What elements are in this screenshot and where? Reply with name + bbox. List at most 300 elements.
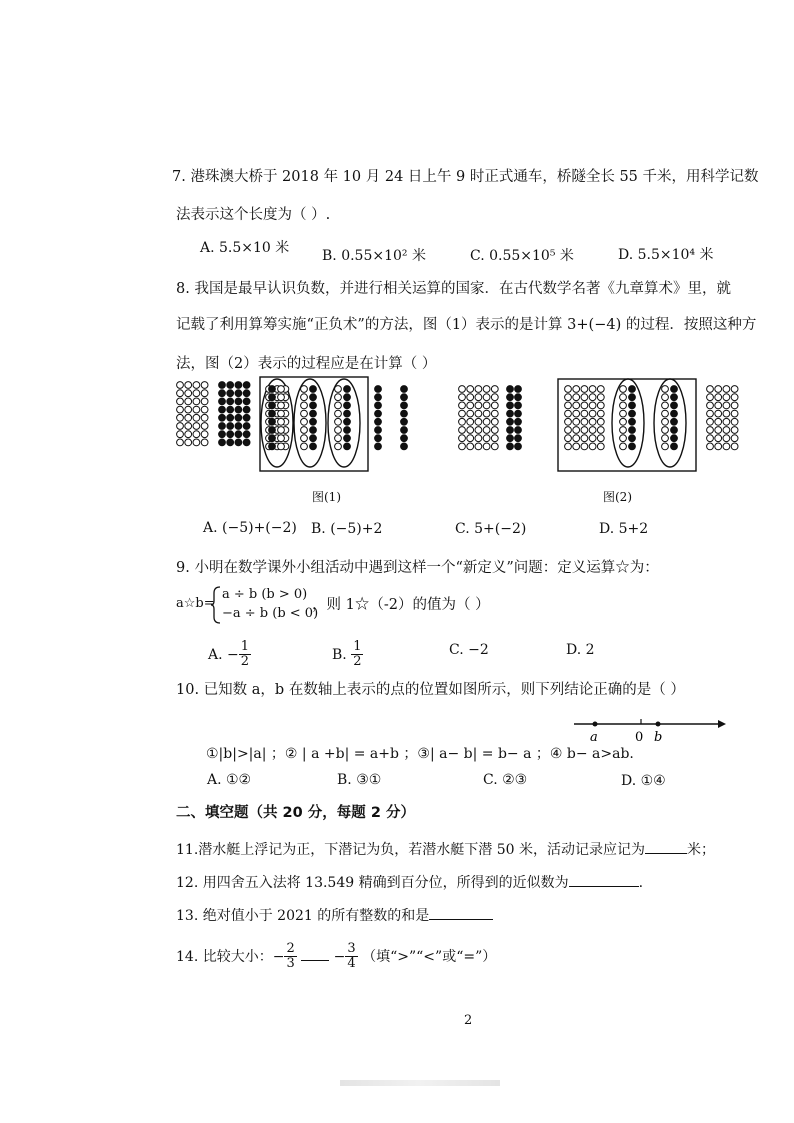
rod-black xyxy=(219,382,226,389)
rod-white xyxy=(201,398,208,405)
rod-white xyxy=(707,402,714,409)
rod-black xyxy=(629,410,636,417)
rod-white xyxy=(483,435,490,442)
rod-black xyxy=(227,390,234,397)
axis-label-a: a xyxy=(590,730,598,744)
rod-black xyxy=(629,427,636,434)
q9-b-num: 1 xyxy=(353,639,362,654)
rod-black xyxy=(515,394,522,401)
rod-white xyxy=(278,427,285,434)
rod-white xyxy=(193,390,200,397)
rod-white xyxy=(467,394,474,401)
rod-black xyxy=(310,386,317,393)
q9-def-lhs: a☆b= xyxy=(176,596,215,611)
q13-text: 13. 绝对值小于 2021 的所有整数的和是 xyxy=(176,908,430,924)
rod-white xyxy=(335,386,342,393)
rod-white xyxy=(301,386,308,393)
rod-white xyxy=(597,386,604,393)
q10-option-c: C. ②③ xyxy=(483,772,528,788)
rod-white xyxy=(335,418,342,425)
rod-white xyxy=(715,386,722,393)
rod-white xyxy=(459,418,466,425)
fig2-label: 图(2) xyxy=(603,490,632,504)
rod-black xyxy=(243,439,250,446)
rod-black xyxy=(629,443,636,450)
rod-white xyxy=(581,410,588,417)
rod-black xyxy=(219,398,226,405)
rod-white xyxy=(193,414,200,421)
axis-label-0: 0 xyxy=(635,730,644,744)
rod-black xyxy=(401,402,408,409)
rod-white xyxy=(715,443,722,450)
rod-white xyxy=(565,394,572,401)
rod-black xyxy=(515,418,522,425)
rod-white xyxy=(177,406,184,413)
rod-white xyxy=(573,435,580,442)
rod-black xyxy=(227,439,234,446)
rod-white xyxy=(715,427,722,434)
q12-tail: . xyxy=(638,875,644,891)
rod-black xyxy=(227,398,234,405)
rod-white xyxy=(731,418,738,425)
q14-frac1 xyxy=(284,942,296,972)
rod-white xyxy=(723,410,730,417)
rod-black xyxy=(671,386,678,393)
rod-white xyxy=(193,382,200,389)
rod-white xyxy=(620,410,627,417)
q8-line3: 法，图（2）表示的过程应是在计算（ ） xyxy=(176,356,437,372)
rod-white xyxy=(723,386,730,393)
rod-white xyxy=(459,386,466,393)
rod-white xyxy=(301,443,308,450)
rod-black xyxy=(310,410,317,417)
rod-white xyxy=(177,431,184,438)
q12-blank xyxy=(569,886,639,887)
q11-text: 11.潜水艇上浮记为正，下潜记为负，若潜水艇下潜 50 米，活动记录应记为 xyxy=(176,842,645,858)
rod-black xyxy=(235,414,242,421)
rod-white xyxy=(459,402,466,409)
q9-option-a xyxy=(208,640,251,670)
rod-white xyxy=(573,443,580,450)
rod-white xyxy=(459,427,466,434)
rod-white xyxy=(475,435,482,442)
rod-black xyxy=(219,414,226,421)
rod-white xyxy=(335,402,342,409)
rod-black xyxy=(515,443,522,450)
rod-white xyxy=(177,398,184,405)
q9-a-num: 1 xyxy=(240,639,250,654)
rod-white xyxy=(193,423,200,430)
rod-black xyxy=(227,414,234,421)
rod-black xyxy=(243,382,250,389)
rod-white xyxy=(707,410,714,417)
rod-black xyxy=(401,435,408,442)
q8-option-d: D. 5+2 xyxy=(599,521,649,537)
rod-white xyxy=(467,427,474,434)
rod-black xyxy=(269,402,276,409)
rod-white xyxy=(185,431,192,438)
rod-black xyxy=(344,427,351,434)
rod-black xyxy=(235,390,242,397)
rod-white xyxy=(723,418,730,425)
rod-white xyxy=(185,382,192,389)
rod-white xyxy=(201,439,208,446)
rod-black xyxy=(507,394,514,401)
rod-white xyxy=(335,394,342,401)
rod-white xyxy=(278,443,285,450)
rod-black xyxy=(629,394,636,401)
rod-black xyxy=(269,386,276,393)
rod-black xyxy=(227,431,234,438)
q9-option-c: C. −2 xyxy=(449,642,489,658)
rod-white xyxy=(301,394,308,401)
rod-black xyxy=(344,418,351,425)
rod-white xyxy=(467,386,474,393)
rod-white xyxy=(565,443,572,450)
rod-white xyxy=(335,427,342,434)
q7-option-c: C. 0.55×10⁵ 米 xyxy=(470,248,574,264)
q9-tail: ，则 1☆（-2）的值为（ ） xyxy=(312,597,490,613)
q9-b-den: 2 xyxy=(353,654,362,670)
rod-white xyxy=(335,435,342,442)
rod-white xyxy=(475,427,482,434)
rod-white xyxy=(491,427,498,434)
q10-number-line xyxy=(568,712,728,744)
q12 xyxy=(176,876,643,890)
rod-white xyxy=(475,418,482,425)
rod-white xyxy=(185,390,192,397)
rod-white xyxy=(723,402,730,409)
rod-white xyxy=(573,386,580,393)
axis-label-b: b xyxy=(654,730,663,744)
q9-brace xyxy=(210,585,222,625)
rod-black xyxy=(507,443,514,450)
rod-white xyxy=(589,435,596,442)
rod-black xyxy=(629,402,636,409)
rod-white xyxy=(707,443,714,450)
rod-white xyxy=(459,410,466,417)
rod-white xyxy=(467,435,474,442)
rod-black xyxy=(401,410,408,417)
rod-black xyxy=(269,410,276,417)
rod-white xyxy=(597,402,604,409)
rod-white xyxy=(491,386,498,393)
rod-black xyxy=(401,386,408,393)
rod-white xyxy=(589,427,596,434)
rod-white xyxy=(597,410,604,417)
rod-black xyxy=(507,386,514,393)
rod-white xyxy=(573,394,580,401)
rod-white xyxy=(597,394,604,401)
rod-white xyxy=(620,386,627,393)
rod-black xyxy=(515,402,522,409)
rod-white xyxy=(483,410,490,417)
rod-white xyxy=(301,418,308,425)
rod-black xyxy=(269,418,276,425)
rod-white xyxy=(278,402,285,409)
rod-black xyxy=(227,382,234,389)
rod-white xyxy=(723,443,730,450)
rod-white xyxy=(201,423,208,430)
section2-title: 二、填空题（共 20 分，每题 2 分） xyxy=(176,805,415,821)
q14-frac2 xyxy=(345,942,357,972)
rod-white xyxy=(201,382,208,389)
q14-blank xyxy=(301,960,329,961)
rod-black xyxy=(375,418,382,425)
rod-white xyxy=(707,394,714,401)
rod-white xyxy=(731,402,738,409)
rod-black xyxy=(344,386,351,393)
q8-line2: 记载了利用算筹实施“正负术”的方法，图（1）表示的是计算 3+(−4) 的过程．按照这种方 xyxy=(176,317,757,333)
q11-blank xyxy=(645,853,687,854)
rod-white xyxy=(201,414,208,421)
rod-white xyxy=(565,402,572,409)
q10-statements: ①|b|>|a| ；② | a +b| = a+b ；③| a− b| = b− a ；④ b− a>ab. xyxy=(206,746,634,762)
q9-option-b-frac xyxy=(351,640,363,670)
q14-f1-den: 3 xyxy=(286,956,295,972)
fig2-oval xyxy=(612,379,644,467)
rod-black xyxy=(235,423,242,430)
rod-white xyxy=(467,410,474,417)
rod-white xyxy=(589,410,596,417)
rod-black xyxy=(344,402,351,409)
q14-f2-num: 3 xyxy=(347,941,356,956)
rod-white xyxy=(475,402,482,409)
rod-white xyxy=(620,427,627,434)
q8-option-c: C. 5+(−2) xyxy=(455,521,527,537)
rod-black xyxy=(375,402,382,409)
q7-option-a: A. 5.5×10 米 xyxy=(200,240,290,256)
rod-black xyxy=(375,394,382,401)
rod-white xyxy=(573,410,580,417)
rod-white xyxy=(467,443,474,450)
rod-white xyxy=(278,410,285,417)
q9-line1: 9. 小明在数学课外小组活动中遇到这样一个“新定义”问题：定义运算☆为： xyxy=(176,560,659,576)
scan-artifact xyxy=(340,1080,500,1086)
q14-mid: − xyxy=(333,948,346,965)
rod-white xyxy=(475,443,482,450)
rod-white xyxy=(177,439,184,446)
rod-white xyxy=(475,394,482,401)
rod-white xyxy=(597,418,604,425)
rod-white xyxy=(581,386,588,393)
rod-white xyxy=(467,418,474,425)
rod-white xyxy=(467,402,474,409)
rod-black xyxy=(243,431,250,438)
rod-white xyxy=(597,435,604,442)
q9-case1: a ÷ b (b > 0) xyxy=(222,587,308,602)
rod-white xyxy=(483,402,490,409)
rod-white xyxy=(565,418,572,425)
rod-black xyxy=(344,410,351,417)
rod-white xyxy=(185,439,192,446)
rod-white xyxy=(589,443,596,450)
rod-black xyxy=(269,394,276,401)
q7-line1: 7. 港珠澳大桥于 2018 年 10 月 24 日上午 9 时正式通车，桥隧全长 55 千米，用科学记数 xyxy=(172,169,759,185)
rod-white xyxy=(193,439,200,446)
rod-white xyxy=(483,427,490,434)
rod-white xyxy=(715,418,722,425)
rod-black xyxy=(243,414,250,421)
rod-white xyxy=(177,423,184,430)
q11 xyxy=(176,843,715,857)
rod-white xyxy=(731,410,738,417)
rod-white xyxy=(491,410,498,417)
q14-f1-num: 2 xyxy=(286,941,295,956)
rod-white xyxy=(620,402,627,409)
rod-black xyxy=(243,390,250,397)
rod-black xyxy=(671,402,678,409)
rod-black xyxy=(344,394,351,401)
rod-black xyxy=(671,394,678,401)
rod-black xyxy=(310,402,317,409)
rod-white xyxy=(459,394,466,401)
rod-white xyxy=(589,402,596,409)
rod-black xyxy=(671,435,678,442)
rod-white xyxy=(565,435,572,442)
rod-white xyxy=(715,410,722,417)
rod-white xyxy=(707,427,714,434)
rod-white xyxy=(301,435,308,442)
rod-white xyxy=(620,443,627,450)
rod-black xyxy=(310,443,317,450)
rod-white xyxy=(475,410,482,417)
rod-white xyxy=(491,418,498,425)
rod-white xyxy=(581,402,588,409)
q8-line1: 8. 我国是最早认识负数，并进行相关运算的国家．在古代数学名著《九章算术》里，就 xyxy=(176,281,731,297)
rod-white xyxy=(597,443,604,450)
rod-black xyxy=(401,443,408,450)
rod-black xyxy=(671,418,678,425)
rod-white xyxy=(491,394,498,401)
rod-black xyxy=(269,435,276,442)
rod-black xyxy=(507,427,514,434)
q7-option-b: B. 0.55×10² 米 xyxy=(322,248,426,264)
rod-white xyxy=(301,410,308,417)
rod-black xyxy=(629,418,636,425)
rod-white xyxy=(662,418,669,425)
rod-white xyxy=(177,382,184,389)
rod-black xyxy=(375,435,382,442)
rod-black xyxy=(375,427,382,434)
rod-black xyxy=(243,423,250,430)
rod-white xyxy=(491,443,498,450)
rod-white xyxy=(620,418,627,425)
page-number: 2 xyxy=(464,1013,473,1028)
rod-white xyxy=(662,435,669,442)
rod-black xyxy=(310,418,317,425)
q13-blank xyxy=(429,919,493,920)
rod-white xyxy=(723,435,730,442)
rod-black xyxy=(375,410,382,417)
rod-black xyxy=(401,427,408,434)
rod-black xyxy=(219,439,226,446)
rod-white xyxy=(662,410,669,417)
rod-white xyxy=(581,443,588,450)
rod-black xyxy=(235,406,242,413)
rod-white xyxy=(483,394,490,401)
rod-black xyxy=(235,431,242,438)
rod-white xyxy=(573,402,580,409)
q9-option-a-frac xyxy=(239,640,251,670)
q7-line2: 法表示这个长度为（ ）. xyxy=(176,207,331,223)
rod-white xyxy=(731,427,738,434)
rod-white xyxy=(723,394,730,401)
q14 xyxy=(176,942,496,972)
rod-white xyxy=(565,386,572,393)
q10-line1: 10. 已知数 a，b 在数轴上表示的点的位置如图所示，则下列结论正确的是（ ） xyxy=(176,682,685,698)
rod-white xyxy=(278,418,285,425)
q10-option-d: D. ①④ xyxy=(621,773,666,789)
rod-black xyxy=(235,439,242,446)
rod-black xyxy=(671,427,678,434)
rod-white xyxy=(483,443,490,450)
rod-white xyxy=(597,427,604,434)
rod-black xyxy=(310,435,317,442)
rod-white xyxy=(573,418,580,425)
q8-option-a: A. (−5)+(−2) xyxy=(203,520,297,536)
rod-white xyxy=(193,431,200,438)
rod-white xyxy=(620,435,627,442)
rod-black xyxy=(375,386,382,393)
rod-black xyxy=(235,382,242,389)
rod-black xyxy=(671,443,678,450)
q9-option-a-prefix: A. − xyxy=(208,646,239,663)
q8-option-b: B. (−5)+2 xyxy=(311,521,383,537)
rod-white xyxy=(301,427,308,434)
rod-white xyxy=(459,443,466,450)
rod-white xyxy=(177,414,184,421)
rod-black xyxy=(507,435,514,442)
rod-black xyxy=(629,435,636,442)
q14-f2-den: 4 xyxy=(347,956,356,972)
rod-white xyxy=(201,406,208,413)
rod-white xyxy=(185,406,192,413)
rod-white xyxy=(731,386,738,393)
rod-black xyxy=(243,406,250,413)
rod-white xyxy=(715,435,722,442)
rod-white xyxy=(662,386,669,393)
q11-tail: 米； xyxy=(686,842,715,858)
rod-white xyxy=(589,386,596,393)
rod-white xyxy=(193,398,200,405)
rod-white xyxy=(459,435,466,442)
rod-black xyxy=(227,423,234,430)
rod-white xyxy=(589,418,596,425)
rod-white xyxy=(731,394,738,401)
rod-black xyxy=(227,406,234,413)
rod-white xyxy=(723,427,730,434)
q8-figures xyxy=(170,375,750,485)
rod-white xyxy=(707,418,714,425)
rod-black xyxy=(401,394,408,401)
rod-black xyxy=(235,398,242,405)
rod-white xyxy=(193,406,200,413)
fig1-label: 图(1) xyxy=(312,490,341,504)
rod-black xyxy=(344,435,351,442)
rod-black xyxy=(219,431,226,438)
fig2-oval xyxy=(654,379,686,467)
rod-black xyxy=(507,410,514,417)
rod-white xyxy=(662,427,669,434)
rod-white xyxy=(177,390,184,397)
rod-white xyxy=(335,443,342,450)
rod-black xyxy=(310,427,317,434)
q12-text: 12. 用四舍五入法将 13.549 精确到百分位，所得到的近似数为 xyxy=(176,875,569,891)
rod-white xyxy=(335,410,342,417)
q10-option-a: A. ①② xyxy=(207,772,252,788)
q7-option-d: D. 5.5×10⁴ 米 xyxy=(618,247,714,263)
